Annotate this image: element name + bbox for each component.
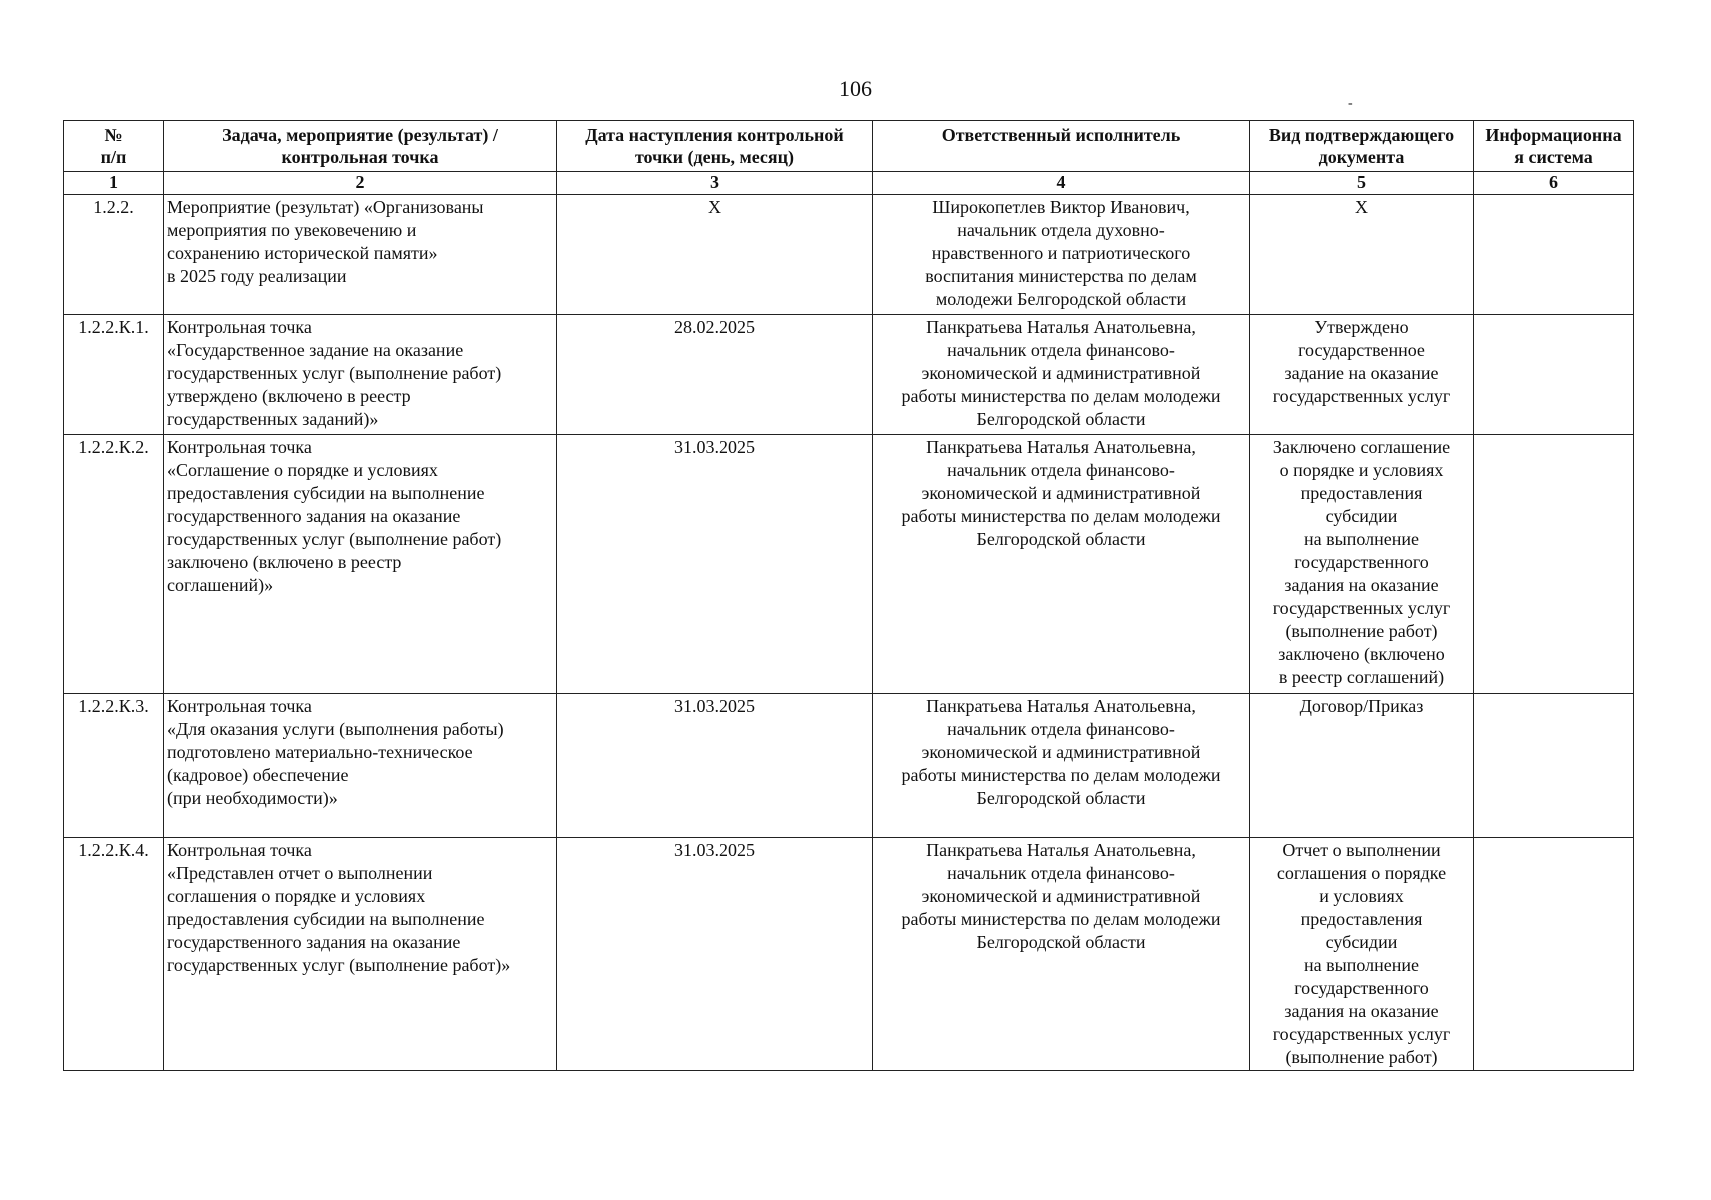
header-date: Дата наступления контрольной точки (день, месяц) [557, 121, 873, 172]
header-row [64, 121, 1634, 172]
row-executor: Панкратьева Наталья Анатольевна, начальник отдела финансово- экономической и административной работы министерства по делам молодежи Белгородской области [873, 838, 1250, 1071]
row-number: 1.2.2.К.3. [64, 694, 164, 838]
column-number: 2 [164, 172, 557, 195]
row-number: 1.2.2. [64, 195, 164, 315]
row-task: Контрольная точка «Для оказания услуги (выполнения работы) подготовлено материально-техническое (кадровое) обеспечение (при необходимости)» [164, 694, 557, 838]
row-system [1474, 315, 1634, 435]
row-document: Утверждено государственное задание на оказание государственных услуг [1250, 315, 1474, 435]
table-row [64, 435, 1634, 694]
column-number: 4 [873, 172, 1250, 195]
row-task: Контрольная точка «Государственное задание на оказание государственных услуг (выполнение работ) утверждено (включено в реестр государственных заданий)» [164, 315, 557, 435]
row-system [1474, 195, 1634, 315]
row-date: X [557, 195, 873, 315]
row-date: 31.03.2025 [557, 838, 873, 1071]
row-date: 31.03.2025 [557, 694, 873, 838]
column-number: 1 [64, 172, 164, 195]
row-system [1474, 694, 1634, 838]
row-number: 1.2.2.К.2. [64, 435, 164, 694]
table-row [64, 195, 1634, 315]
header-document: Вид подтверждающего документа [1250, 121, 1474, 172]
row-task: Контрольная точка «Соглашение о порядке и условиях предоставления субсидии на выполнение государственного задания на оказание государственных услуг (выполнение работ) заключено (включено в реестр соглашений)» [164, 435, 557, 694]
table-row [64, 838, 1634, 1071]
table-row [64, 315, 1634, 435]
header-task: Задача, мероприятие (результат) / контрольная точка [164, 121, 557, 172]
row-document: Отчет о выполнении соглашения о порядке и условиях предоставления субсидии на выполнение государственного задания на оказание государственных услуг (выполнение работ) [1250, 838, 1474, 1071]
row-executor: Панкратьева Наталья Анатольевна, начальник отдела финансово- экономической и административной работы министерства по делам молодежи Белгородской области [873, 315, 1250, 435]
row-number: 1.2.2.К.4. [64, 838, 164, 1071]
row-executor: Панкратьева Наталья Анатольевна, начальник отдела финансово- экономической и административной работы министерства по делам молодежи Белгородской области [873, 694, 1250, 838]
row-document: Заключено соглашение о порядке и условиях предоставления субсидии на выполнение государственного задания на оказание государственных услуг (выполнение работ) заключено (включено в реестр соглашений) [1250, 435, 1474, 694]
row-task: Контрольная точка «Представлен отчет о выполнении соглашения о порядке и условиях предоставления субсидии на выполнение государственного задания на оказание государственных услуг (выполнение работ)» [164, 838, 557, 1071]
row-executor: Широкопетлев Виктор Иванович, начальник отдела духовно- нравственного и патриотического воспитания министерства по делам молодежи Белгородской области [873, 195, 1250, 315]
row-document: Договор/Приказ [1250, 694, 1474, 838]
row-date: 31.03.2025 [557, 435, 873, 694]
page-number: 106 [839, 76, 872, 101]
column-number: 5 [1250, 172, 1474, 195]
row-executor: Панкратьева Наталья Анатольевна, начальник отдела финансово- экономической и административной работы министерства по делам молодежи Белгородской области [873, 435, 1250, 694]
row-number: 1.2.2.К.1. [64, 315, 164, 435]
header-system: Информационна я система [1474, 121, 1634, 172]
header-executor: Ответственный исполнитель [873, 121, 1250, 172]
column-number: 3 [557, 172, 873, 195]
column-number: 6 [1474, 172, 1634, 195]
row-system [1474, 838, 1634, 1071]
stray-mark: - [1348, 96, 1353, 111]
header-number: № п/п [64, 121, 164, 172]
row-document: X [1250, 195, 1474, 315]
row-task: Мероприятие (результат) «Организованы мероприятия по увековечению и сохранению исторической памяти» в 2025 году реализации [164, 195, 557, 315]
plan-table [63, 120, 1634, 1071]
column-number-row [64, 172, 1634, 195]
table-row [64, 694, 1634, 838]
row-system [1474, 435, 1634, 694]
row-date: 28.02.2025 [557, 315, 873, 435]
